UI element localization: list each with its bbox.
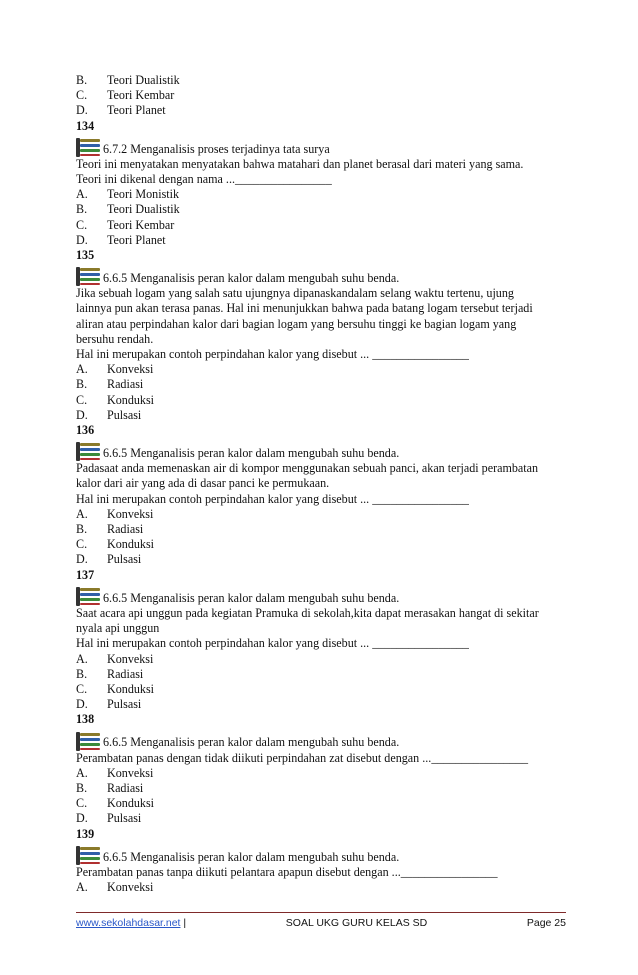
question-prompt: Hal ini merupakan contoh perpindahan kalor yang disebut ... ________________ bbox=[76, 636, 469, 651]
option-letter: A. bbox=[76, 362, 88, 377]
option-item bbox=[76, 507, 566, 522]
option-letter: D. bbox=[76, 697, 88, 712]
option-text: Teori Monistik bbox=[107, 187, 180, 202]
website-link[interactable]: www.sekolahdasar.net bbox=[76, 917, 181, 929]
option-item bbox=[76, 377, 566, 392]
question-text: Perambatan panas dengan tidak diikuti perpindahan zat disebut dengan ...________________ bbox=[76, 750, 529, 765]
option-letter: C. bbox=[76, 681, 88, 696]
indicator-text: 6.7.2 Menganalisis proses terjadinya tata surya bbox=[103, 141, 330, 156]
option-text: Konveksi bbox=[107, 879, 154, 894]
question-number: 137 bbox=[76, 567, 95, 582]
list-icon bbox=[76, 844, 101, 865]
option-text: Konduksi bbox=[107, 681, 155, 696]
option-letter: D. bbox=[76, 103, 88, 118]
option-letter: A. bbox=[76, 765, 88, 780]
question-number: 138 bbox=[76, 712, 95, 727]
indicator-text: 6.6.5 Menganalisis peran kalor dalam mengubah suhu benda. bbox=[103, 735, 400, 750]
footer-separator: | bbox=[180, 917, 187, 929]
option-letter: D. bbox=[76, 552, 88, 567]
option-letter: C. bbox=[76, 392, 88, 407]
option-text: Konduksi bbox=[107, 537, 155, 552]
option-letter: A. bbox=[76, 879, 88, 894]
footer-title: SOAL UKG GURU KELAS SD bbox=[285, 917, 428, 929]
option-text: Konveksi bbox=[107, 765, 154, 780]
option-text: Konduksi bbox=[107, 392, 155, 407]
option-text: Teori Planet bbox=[107, 232, 166, 247]
list-icon bbox=[76, 265, 101, 286]
option-letter: D. bbox=[76, 232, 88, 247]
page-number: Page 25 bbox=[526, 917, 566, 929]
question-block bbox=[76, 568, 566, 713]
option-letter: C. bbox=[76, 88, 88, 103]
option-text: Konveksi bbox=[107, 362, 154, 377]
option-item bbox=[76, 697, 566, 712]
option-text: Radiasi bbox=[107, 522, 144, 537]
option-letter: B. bbox=[76, 377, 88, 392]
option-item bbox=[76, 202, 566, 217]
option-text: Konveksi bbox=[107, 651, 154, 666]
option-text: Teori Planet bbox=[107, 103, 166, 118]
document-body bbox=[76, 73, 566, 895]
list-icon bbox=[76, 730, 101, 751]
top-option-list bbox=[76, 73, 566, 119]
option-letter: B. bbox=[76, 522, 88, 537]
indicator-row bbox=[76, 134, 566, 157]
question-block bbox=[76, 248, 566, 423]
option-item bbox=[76, 522, 566, 537]
question-text: Saat acara api unggun pada kegiatan Pramuka di sekolah,kita dapat merasakan hangat di sekitar nyala api unggun bbox=[76, 605, 539, 636]
list-icon bbox=[76, 136, 101, 157]
option-letter: D. bbox=[76, 407, 88, 422]
option-item bbox=[76, 552, 566, 567]
option-letter: B. bbox=[76, 666, 88, 681]
option-text: Konduksi bbox=[107, 796, 155, 811]
option-item bbox=[76, 393, 566, 408]
option-text: Pulsasi bbox=[107, 811, 142, 826]
option-text: Teori Dualistik bbox=[107, 73, 180, 87]
option-letter: A. bbox=[76, 187, 88, 202]
question-number: 136 bbox=[76, 423, 95, 438]
option-letter: B. bbox=[76, 73, 88, 87]
option-letter: D. bbox=[76, 811, 88, 826]
question-block bbox=[76, 423, 566, 568]
option-text: Pulsasi bbox=[107, 697, 142, 712]
option-text: Pulsasi bbox=[107, 552, 142, 567]
option-text: Radiasi bbox=[107, 377, 144, 392]
indicator-row bbox=[76, 842, 566, 865]
option-item bbox=[76, 408, 566, 423]
footer-left bbox=[76, 917, 186, 929]
question-prompt: Hal ini merupakan contoh perpindahan kalor yang disebut ... ________________ bbox=[76, 347, 469, 362]
indicator-row bbox=[76, 263, 566, 286]
option-letter: A. bbox=[76, 506, 88, 521]
question-number: 135 bbox=[76, 248, 95, 263]
option-letter: C. bbox=[76, 217, 88, 232]
option-item bbox=[76, 103, 566, 118]
option-text: Pulsasi bbox=[107, 407, 142, 422]
indicator-text: 6.6.5 Menganalisis peran kalor dalam mengubah suhu benda. bbox=[103, 849, 400, 864]
question-text: Padasaat anda memenaskan air di kompor menggunakan sebuah panci, akan terjadi perambatan kalor dari air yang ada di dasar panci ke permukaan. bbox=[76, 461, 539, 491]
indicator-row bbox=[76, 728, 566, 751]
option-item bbox=[76, 796, 566, 811]
option-letter: B. bbox=[76, 202, 88, 217]
question-text: Teori ini menyatakan menyatakan bahwa matahari dan planet berasal dari materi yang sama. Teori ini dikenal dengan nama ...________________ bbox=[76, 156, 524, 187]
page-footer bbox=[76, 912, 566, 929]
option-text: Radiasi bbox=[107, 666, 144, 681]
option-letter: C. bbox=[76, 796, 88, 811]
option-item bbox=[76, 218, 566, 233]
option-item bbox=[76, 233, 566, 248]
question-block bbox=[76, 712, 566, 826]
indicator-text: 6.6.5 Menganalisis peran kalor dalam mengubah suhu benda. bbox=[103, 590, 400, 605]
option-item bbox=[76, 880, 566, 895]
option-item bbox=[76, 362, 566, 377]
option-letter: A. bbox=[76, 651, 88, 666]
option-item bbox=[76, 682, 566, 697]
indicator-text: 6.6.5 Menganalisis peran kalor dalam mengubah suhu benda. bbox=[103, 446, 400, 461]
option-text: Konveksi bbox=[107, 506, 154, 521]
question-text: Perambatan panas tanpa diikuti pelantara apapun disebut dengan ...________________ bbox=[76, 864, 498, 879]
option-item bbox=[76, 766, 566, 781]
option-letter: C. bbox=[76, 537, 88, 552]
option-item bbox=[76, 88, 566, 103]
question-block bbox=[76, 119, 566, 248]
option-item bbox=[76, 537, 566, 552]
option-text: Teori Kembar bbox=[107, 88, 175, 103]
option-text: Radiasi bbox=[107, 780, 144, 795]
option-item bbox=[76, 73, 566, 88]
list-icon bbox=[76, 585, 101, 606]
indicator-row bbox=[76, 583, 566, 606]
question-text: Jika sebuah logam yang salah satu ujungnya dipanaskandalam selang waktu tertenu, ujung lainnya pun akan terasa panas. Hal ini menunjukkan bahwa pada batang logam tersebut terjadi aliran atau perpindahan kalor dari bagian logam yang bersuhu tinggi ke bagian logam yang bersuhu rendah. bbox=[76, 286, 533, 346]
list-icon bbox=[76, 440, 101, 461]
option-item bbox=[76, 652, 566, 667]
option-item bbox=[76, 811, 566, 826]
question-number: 134 bbox=[76, 118, 95, 133]
indicator-text: 6.6.5 Menganalisis peran kalor dalam mengubah suhu benda. bbox=[103, 271, 400, 286]
option-letter: B. bbox=[76, 780, 88, 795]
question-prompt: Hal ini merupakan contoh perpindahan kalor yang disebut ... ________________ bbox=[76, 491, 469, 506]
option-item bbox=[76, 781, 566, 796]
option-item bbox=[76, 667, 566, 682]
question-number: 139 bbox=[76, 826, 95, 841]
option-item bbox=[76, 187, 566, 202]
option-text: Teori Dualistik bbox=[107, 202, 180, 217]
indicator-row bbox=[76, 438, 566, 461]
option-text: Teori Kembar bbox=[107, 217, 175, 232]
question-block bbox=[76, 827, 566, 896]
